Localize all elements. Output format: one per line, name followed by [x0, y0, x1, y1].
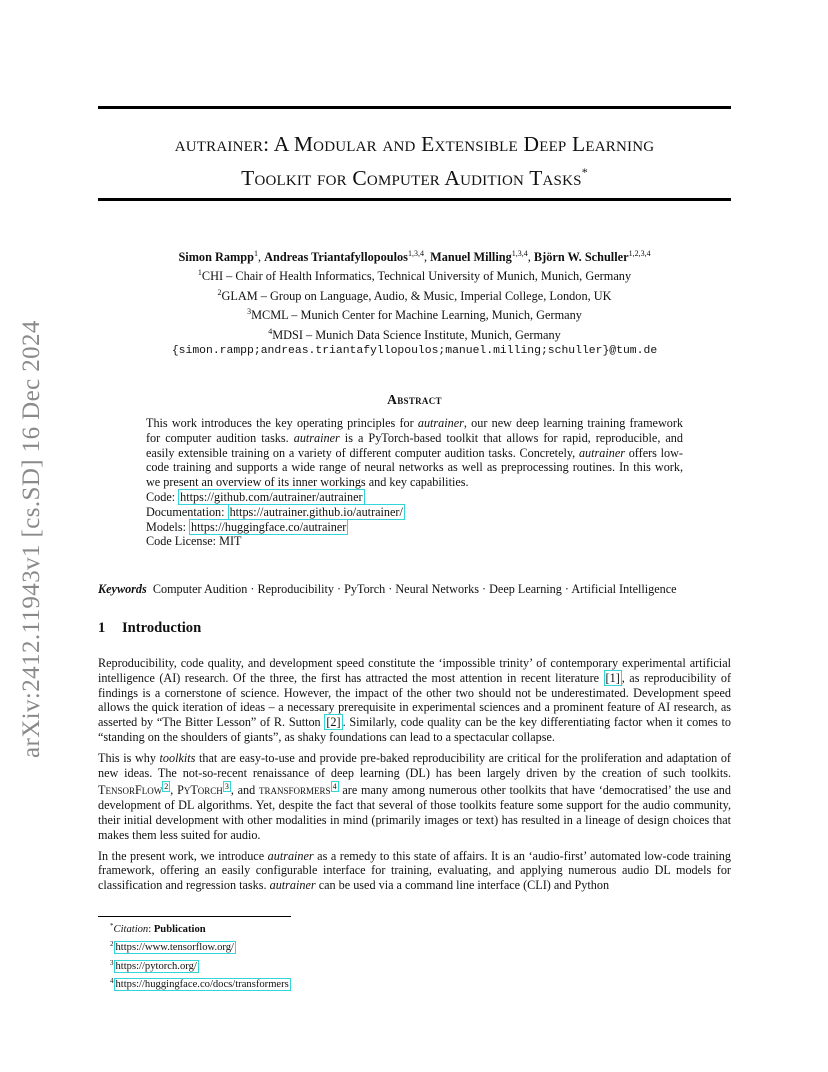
footnote-link[interactable]: 3	[224, 782, 229, 792]
footnote-rule	[98, 916, 291, 917]
section-heading	[98, 620, 201, 637]
abstract-heading: Abstract	[387, 392, 442, 407]
paragraph: This is why toolkits that are easy-to-use and provide pre-baked reproducibility are critical for the proliferation and adaptation of new ideas. The not-so-recent renaissance of deep learning (DL) has been largely driven by the creation of such toolkits. TensorFlow $^2$ , PyTorch $^3$ , and transformers $^4$ are many among numerous other toolkits that have ‘democratised’ the use and development of DL algorithms. Yet, despite the fact that several of those toolkits feature some support for the audio community, their initial development with other modalities in mind (primarily images or text) has resulted in a lineage of design choices that makes them less suited for audio.	[98, 750, 731, 842]
keywords-list: Computer Audition · Reproducibility · PyTorch · Neural Networks · Deep Learning · Artificial Intelligence	[152, 582, 677, 596]
footnote-link[interactable]: 2	[164, 782, 169, 792]
footnote-link[interactable]: 4	[332, 782, 337, 792]
models-link-line: Models: https://huggingface.co/autrainer	[146, 519, 347, 534]
title-bottom-rule	[98, 198, 731, 201]
author-name: Simon Rampp	[178, 250, 254, 264]
pytorch-link[interactable]: https://pytorch.org/	[115, 960, 197, 972]
code-link[interactable]: https://github.com/autrainer/autrainer	[180, 489, 363, 504]
docs-link[interactable]: https://autrainer.github.io/autrainer/	[229, 504, 403, 519]
arxiv-identifier: arXiv:2412.11943v1 [cs.SD] 16 Dec 2024	[18, 320, 45, 758]
body-text	[98, 656, 731, 899]
footnote: $^2$ https://www.tensorflow.org/	[110, 940, 234, 954]
footnotes	[110, 919, 291, 992]
footnote: $^3$ https://pytorch.org/	[110, 958, 197, 972]
author-name: Björn W. Schuller	[533, 250, 629, 264]
section-number: 1	[98, 620, 106, 636]
affiliation-line: $^4$MDSI – Munich Data Science Institute, Munich, Germany	[268, 326, 561, 342]
title-line-2: Toolkit for Computer Audition Tasks*	[241, 165, 588, 190]
section-title: Introduction	[122, 620, 202, 636]
affiliation-line: $^2$GLAM – Group on Language, Audio, & Music, Imperial College, London, UK	[217, 287, 612, 303]
citation-link[interactable]: [1]	[605, 670, 620, 685]
affiliation-line: $^3$MCML – Munich Center for Machine Learning, Munich, Germany	[247, 307, 582, 323]
title-line-1: autrainer: A Modular and Extensible Deep Learning	[174, 132, 655, 156]
author-name: Manuel Milling	[430, 250, 512, 264]
keywords-label: Keywords	[98, 582, 147, 596]
transformers-link[interactable]: https://huggingface.co/docs/transformers	[115, 978, 289, 990]
abstract-body	[146, 416, 683, 549]
abstract-text: This work introduces the key operating principles for autrainer, our new deep learning training framework for computer audition tasks. autrainer is a PyTorch-based toolkit that allows for rapid, reproducible, and easily extensible training on a variety of different computer audition tasks. Concretely, autrainer offers low-code training and supports a wide range of neural networks as well as preprocessing routines. In this work, we present an overview of its inner workings and key capabilities.	[146, 416, 684, 490]
keywords	[98, 582, 738, 597]
models-link[interactable]: https://huggingface.co/autrainer	[191, 519, 347, 534]
docs-link-line: Documentation: https://autrainer.github.io/autrainer/	[146, 504, 403, 519]
footnote: $^4$ https://huggingface.co/docs/transformers	[110, 976, 289, 990]
code-license: Code License: MIT	[146, 534, 242, 549]
author-name: Andreas Triantafyllopoulos	[264, 250, 408, 264]
title-footnote-mark: *	[581, 165, 588, 179]
author-block	[98, 246, 731, 359]
code-link-line: Code: https://github.com/autrainer/autrainer	[146, 489, 363, 504]
author-emails: {simon.rampp;andreas.triantafyllopoulos;manuel.milling;schuller}@tum.de	[171, 345, 658, 358]
citation-link[interactable]: [2]	[326, 715, 341, 730]
tensorflow-link[interactable]: https://www.tensorflow.org/	[115, 942, 234, 954]
paragraph: In the present work, we introduce autrainer as a remedy to this state of affairs. It is an ‘audio-first’ automated low-code training framework, offering an easily configurable interface for training, evaluating, and applying numerous audio DL models for classification and regression tasks. autrainer can be used via a command line interface (CLI) and Python	[98, 848, 731, 893]
affiliation-line: $^1$CHI – Chair of Health Informatics, Technical University of Munich, Munich, Germany	[197, 268, 632, 284]
title-top-rule	[98, 106, 731, 109]
author-names: Simon Rampp$^1$, Andreas Triantafyllopoulos$^{1,3,4}$, Manuel Milling$^{1,3,4}$, Björn W. Schuller$^{1,2,3,4}$	[178, 249, 651, 264]
footnote: *Citation: Publication	[110, 922, 206, 935]
paragraph: Reproducibility, code quality, and development speed constitute the ‘impossible trinity’ of contemporary experimental artificial intelligence (AI) research. Of the three, the first has attracted the most attention in recent literature [1] , as reproducibility of findings is a cornerstone of science. However, the impact of the other two should not be underestimated. Development speed allows the quick iteration of ideas – a necessary prerequisite in experimental sciences and a prominent feature of AI research, as asserted by “The Bitter Lesson” of R. Sutton [2] . Similarly, code quality can be the key differentiating factor when it comes to “standing on the shoulders of giants”, as shaky foundations can lead to a spectacular collapse.	[98, 656, 731, 744]
paper-title	[98, 130, 731, 192]
